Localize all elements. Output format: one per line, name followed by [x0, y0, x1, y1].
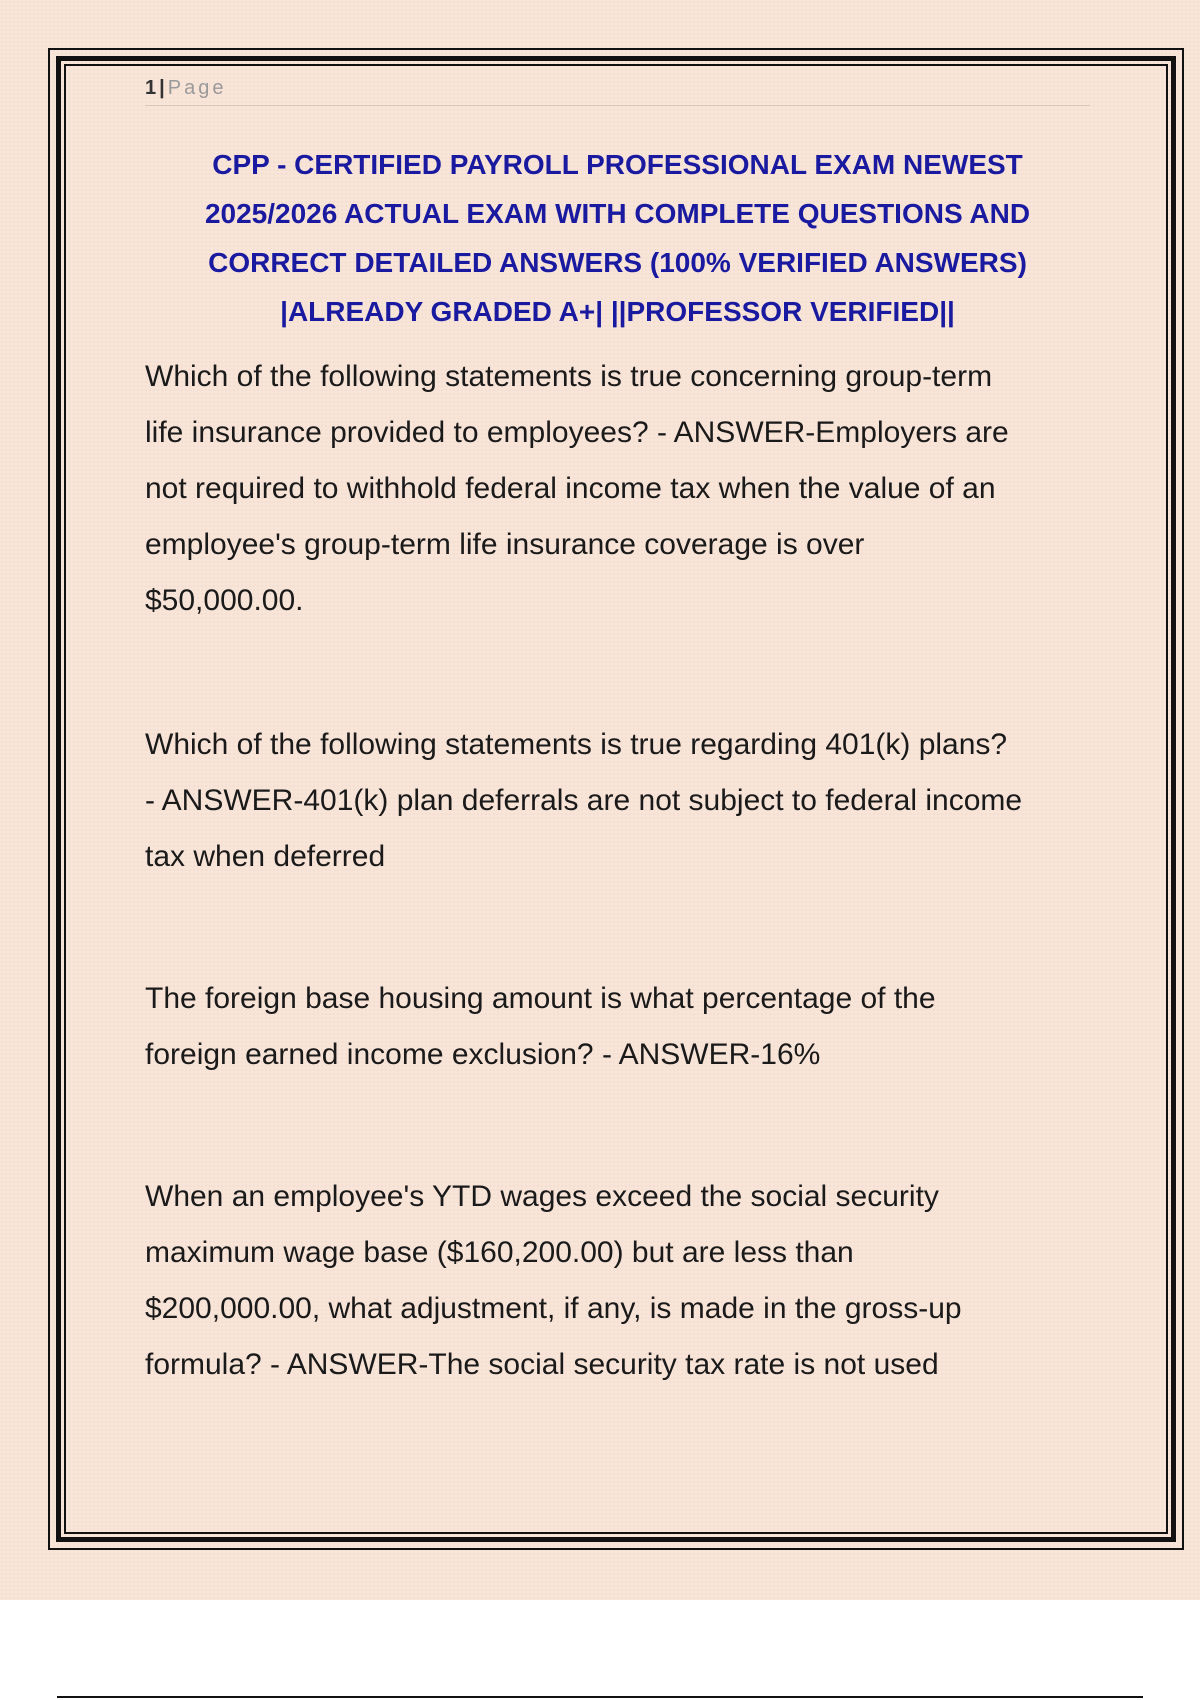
qa-text-line: employee's group-term life insurance coverage is over: [145, 528, 865, 561]
qa-item: [145, 1169, 1095, 1393]
qa-text-line: maximum wage base ($160,200.00) but are less than: [145, 1236, 854, 1269]
page-separator: |: [159, 77, 165, 99]
qa-item: [145, 971, 1095, 1083]
qa-text-line: life insurance provided to employees? - ANSWER-Employers are: [145, 416, 1009, 449]
title-line: |ALREADY GRADED A+| ||PROFESSOR VERIFIED||: [280, 296, 955, 327]
page-header: [145, 75, 1090, 106]
title-line: 2025/2026 ACTUAL EXAM WITH COMPLETE QUESTIONS AND: [204, 198, 1031, 229]
qa-text-line: $50,000.00.: [145, 584, 304, 617]
page-number: 1: [145, 77, 157, 99]
qa-item: [145, 717, 1095, 885]
qa-text-line: tax when deferred: [145, 840, 386, 873]
page-label: Page: [167, 77, 227, 99]
qa-item: [145, 349, 1095, 629]
qa-text-line: Which of the following statements is true concerning group-term: [145, 360, 993, 393]
qa-text-line: Which of the following statements is true regarding 401(k) plans?: [145, 728, 1008, 761]
qa-text-line: not required to withhold federal income tax when the value of an: [145, 472, 996, 505]
qa-text-line: $200,000.00, what adjustment, if any, is made in the gross-up: [145, 1292, 962, 1325]
document-title: [145, 140, 1090, 336]
title-line: CPP - CERTIFIED PAYROLL PROFESSIONAL EXAM NEWEST: [212, 149, 1023, 180]
qa-text-line: foreign earned income exclusion? - ANSWER-16%: [145, 1038, 821, 1071]
next-page-divider: [57, 1696, 1143, 1698]
qa-text-line: The foreign base housing amount is what percentage of the: [145, 982, 936, 1015]
title-line: CORRECT DETAILED ANSWERS (100% VERIFIED ANSWERS): [208, 247, 1027, 278]
qa-text-line: formula? - ANSWER-The social security tax rate is not used: [145, 1348, 939, 1381]
qa-text-line: - ANSWER-401(k) plan deferrals are not subject to federal income: [145, 784, 1023, 817]
qa-text-line: When an employee's YTD wages exceed the social security: [145, 1180, 939, 1213]
